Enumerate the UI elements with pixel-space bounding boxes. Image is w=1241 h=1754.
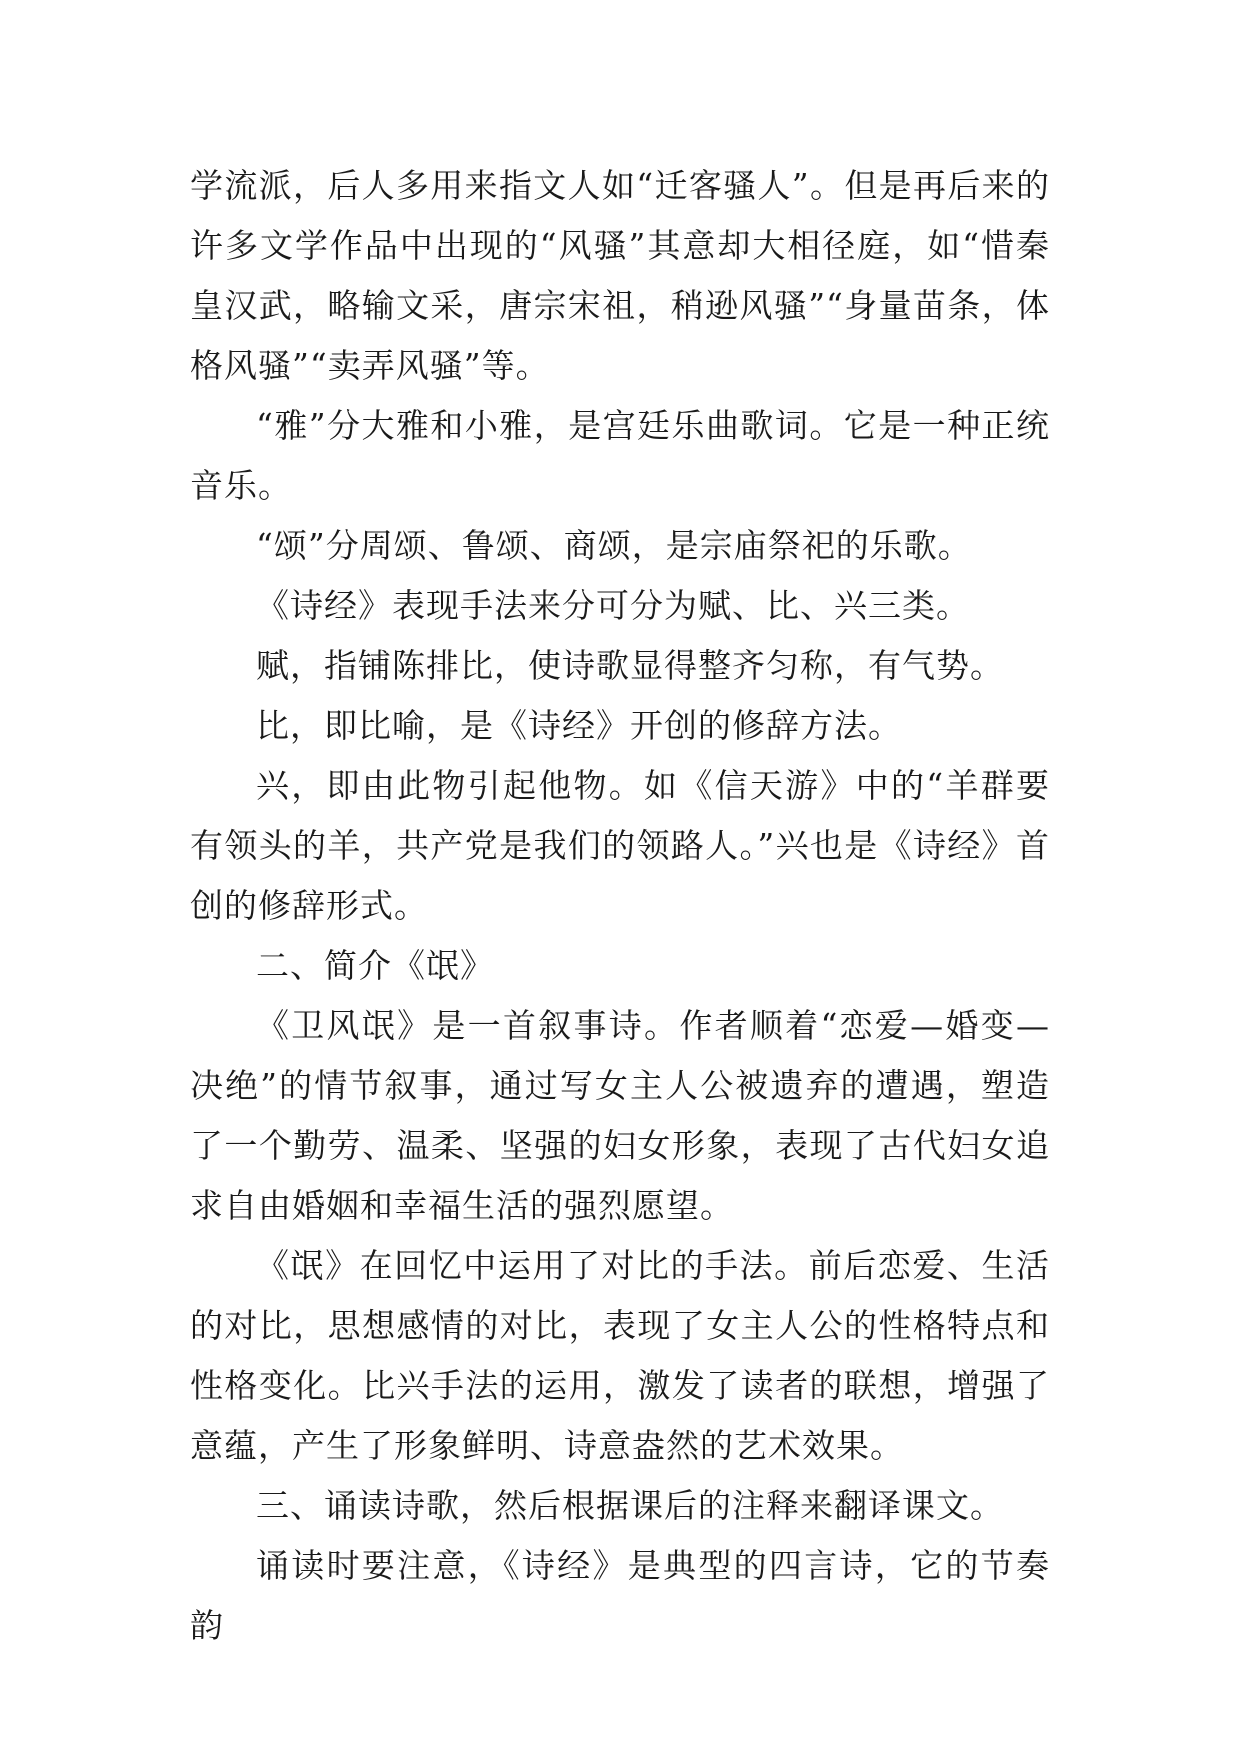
paragraph-continuation: 学流派，后人多用来指文人如“迁客骚人”。但是再后来的许多文学作品中出现的“风骚”其意却大相径庭，如“惜秦皇汉武，略输文采，唐宗宋祖，稍逊风骚”“身量苗条，体格风骚”“卖弄风骚”等。 [190,166,1050,385]
paragraph-ya: “雅”分大雅和小雅，是宫廷乐曲歌词。它是一种正统音乐。 [190,406,1050,505]
section-heading-2: 二、简介《氓》 [256,946,494,985]
paragraph-bi: 比，即比喻，是《诗经》开创的修辞方法。 [256,706,902,745]
paragraph-song: “颂”分周颂、鲁颂、商颂，是宗庙祭祀的乐歌。 [256,526,972,565]
paragraph-recitation: 诵读时要注意，《诗经》是典型的四言诗，它的节奏韵 [190,1546,1050,1645]
section-heading-3: 三、诵读诗歌，然后根据课后的注释来翻译课文。 [256,1486,1004,1525]
document-body [190,156,1050,1656]
paragraph-xing: 兴，即由此物引起他物。如《信天游》中的“羊群要有领头的羊，共产党是我们的领路人。”兴也是《诗经》首创的修辞形式。 [190,766,1050,925]
paragraph-fu: 赋，指铺陈排比，使诗歌显得整齐匀称，有气势。 [256,646,1004,685]
paragraph-meng-contrast: 《氓》在回忆中运用了对比的手法。前后恋爱、生活的对比，思想感情的对比，表现了女主人公的性格特点和性格变化。比兴手法的运用，激发了读者的联想，增强了意蕴，产生了形象鲜明、诗意盎然的艺术效果。 [190,1246,1050,1465]
paragraph-weifeng-meng: 《卫风氓》是一首叙事诗。作者顺着“恋爱—婚变—决绝”的情节叙事，通过写女主人公被遗弃的遭遇，塑造了一个勤劳、温柔、坚强的妇女形象，表现了古代妇女追求自由婚姻和幸福生活的强烈愿望。 [190,1006,1050,1225]
paragraph-techniques: 《诗经》表现手法来分可分为赋、比、兴三类。 [256,586,970,625]
